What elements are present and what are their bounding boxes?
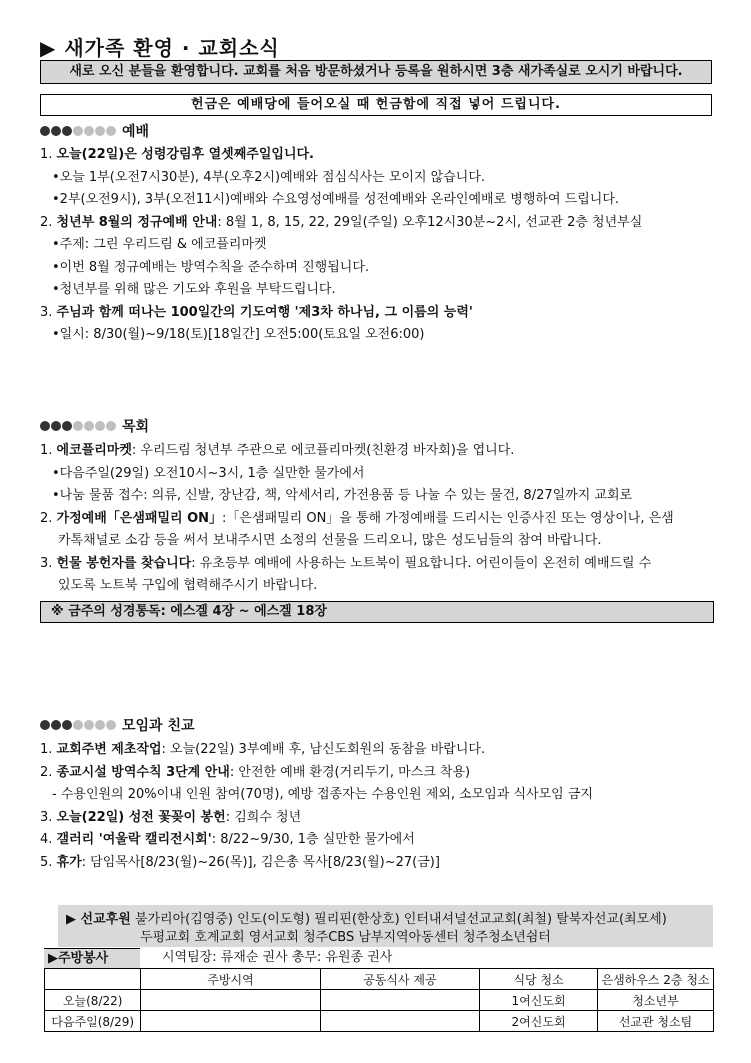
sub-item-text: •나눔 물품 접수: 의류, 신발, 장난감, 책, 악세서리, 가전용품 등 나눌 수 있는 물건, 8/27일까지 교회로 (52, 488, 633, 503)
bullet-dots-icon (40, 720, 116, 730)
item-number: 2. (40, 764, 57, 780)
mission-line-2: 두평교회 호계교회 영서교회 청주CBS 남부지역아동센터 청주청소년쉼터 (140, 930, 551, 945)
table-cell: 청소년부 (598, 990, 714, 1011)
kitchen-leaders: 시역팀장: 류재순 권사 총무: 유원종 권사 (162, 950, 393, 965)
list-item (40, 440, 720, 462)
table-cell (320, 990, 479, 1011)
list-item (40, 302, 720, 324)
item-number: 1. (40, 443, 57, 458)
welcome-notice: 새로 오신 분들을 환영합니다. 교회를 처음 방문하셨거나 등록을 원하시면 3층 새가족실로 오시기 바랍니다. (40, 60, 712, 84)
item-number: 3. (40, 809, 57, 825)
list-item (40, 144, 720, 166)
kitchen-service (44, 948, 714, 1032)
sub-item-text: •다음주일(29일) 오전10시~3시, 1층 실만한 물가에서 (52, 465, 365, 481)
kitchen-table (44, 968, 714, 1032)
item-text: :「은샘패밀리 ON」을 통해 가정예배를 드리시는 인증사진 또는 영상이나, 은샘 (222, 510, 674, 526)
item-continuation-text: 있도록 노트북 구입에 협력해주시기 바랍니다. (58, 578, 318, 593)
sub-item-text: - 수용인원의 20%이내 인원 참여(70명), 예방 접종자는 수용인원 제외, 소모임과 식사모임 금지 (52, 787, 593, 802)
item-title: 가정예배「은샘패밀리 ON」 (56, 510, 223, 526)
item-text: : 안전한 예배 환경(거리두기, 마스크 착용) (229, 764, 471, 780)
item-text: : 담임목사[8/23(월)~26(목)], 김은총 목사[8/23(월)~27(금)] (81, 854, 440, 870)
item-title: 오늘(22일)은 성령강림후 열셋째주일입니다. (56, 147, 314, 162)
list-item (40, 553, 720, 575)
sub-item (52, 189, 732, 211)
list-item (40, 762, 720, 784)
kitchen-column-header (45, 969, 141, 990)
sub-item (52, 485, 732, 507)
kitchen-column-header: 식당 청소 (480, 969, 598, 990)
item-title: 에코플리마켓 (56, 443, 132, 458)
table-cell: 다음주일(8/29) (45, 1011, 141, 1032)
item-continuation (58, 530, 738, 552)
bullet-dots-icon (40, 421, 116, 431)
kitchen-column-header: 주방시역 (141, 969, 320, 990)
list-item (40, 829, 720, 851)
table-cell: 선교관 청소팀 (598, 1011, 714, 1032)
item-text: : 8/22~9/30, 1층 실만한 물가에서 (211, 832, 415, 847)
mission-line-1: 불가리아(김영중) 인도(이도형) 필리핀(한상호) 인터내셔널선교교회(최철) 탈북자선교(최모세) (134, 912, 667, 927)
item-number: 2. (40, 510, 57, 526)
sub-item (52, 234, 732, 256)
item-number: 2. (40, 214, 57, 230)
table-cell: 2여신도회 (480, 1011, 598, 1032)
list-item (40, 807, 720, 829)
sub-item-text: •청년부를 위해 많은 기도와 후원을 부탁드립니다. (52, 282, 336, 297)
gatherings-heading: 모임과 친교 (40, 715, 195, 735)
table-cell: 오늘(8/22) (45, 990, 141, 1011)
item-number: 4. (40, 832, 57, 847)
item-title: 휴가 (56, 854, 82, 870)
item-text: : 김희수 청년 (225, 809, 302, 825)
sub-item-text: •일시: 8/30(월)~9/18(토)[18일간] 오전5:00(토요일 오전6:00) (52, 327, 425, 342)
list-item (40, 739, 720, 761)
table-row (45, 1011, 714, 1032)
list-item (40, 508, 720, 530)
item-number: 3. (40, 304, 57, 320)
table-cell (320, 1011, 479, 1032)
item-number: 5. (40, 854, 57, 870)
bullet-dots-icon (40, 126, 116, 136)
worship-heading: 예배 (40, 121, 149, 141)
kitchen-column-header: 은샘하우스 2층 청소 (598, 969, 714, 990)
sub-item (52, 324, 732, 346)
table-row (45, 990, 714, 1011)
item-number: 3. (40, 555, 57, 571)
mission-label: ▶ 선교후원 (66, 912, 131, 927)
bible-reading-notice: ※ 금주의 성경통독: 에스겔 4장 ~ 에스겔 18장 (40, 601, 714, 623)
list-item (40, 212, 720, 234)
item-title: 종교시설 방역수칙 3단계 안내 (56, 764, 230, 780)
item-title: 청년부 8월의 정규예배 안내 (56, 214, 218, 230)
item-number: 1. (40, 742, 57, 757)
sub-item (52, 257, 732, 279)
kitchen-table-body (45, 990, 714, 1032)
sub-item-text: •이번 8월 정규예배는 방역수칙을 준수하며 진행됩니다. (52, 259, 370, 275)
item-text: : 8월 1, 8, 15, 22, 29일(주일) 오후12시30분~2시, 선교관 2층 청년부실 (217, 214, 643, 230)
offering-notice: 헌금은 예배당에 들어오실 때 헌금함에 직접 넣어 드립니다. (40, 94, 712, 116)
item-text: : 우리드림 청년부 주관으로 에코플리마켓(친환경 바자회)을 엽니다. (131, 443, 515, 458)
kitchen-label: ▶주방봉사 (44, 948, 140, 968)
sub-item-text: •2부(오전9시), 3부(오전11시)예배와 수요영성예배를 성전예배와 온라인예배로 병행하여 드립니다. (52, 192, 620, 207)
item-continuation (58, 575, 738, 597)
item-continuation-text: 카톡채널로 소감 등을 써서 보내주시면 소정의 선물을 드리오니, 많은 성도님들의 참여 바랍니다. (58, 533, 602, 548)
item-title: 주님과 함께 떠나는 100일간의 기도여행 '제3차 하나님, 그 이름의 능력' (56, 304, 473, 320)
sub-item (52, 279, 732, 301)
item-number: 1. (40, 147, 57, 162)
table-cell: 1여신도회 (480, 990, 598, 1011)
item-title: 오늘(22일) 성전 꽃꽂이 봉헌 (56, 809, 226, 825)
item-title: 교회주변 제초작업 (56, 742, 162, 757)
table-cell (141, 990, 320, 1011)
sub-item (52, 167, 732, 189)
mission-support (58, 905, 713, 947)
kitchen-column-header: 공동식사 제공 (320, 969, 479, 990)
sub-item-text: •주제: 그린 우리드림 & 에코플리마켓 (52, 237, 267, 252)
list-item (40, 852, 720, 874)
sub-item (52, 784, 732, 806)
item-title: 헌물 봉헌자를 찾습니다 (56, 555, 192, 571)
page-title: ▶ 새가족 환영 · 교회소식 (40, 36, 280, 60)
sub-item (52, 463, 732, 485)
table-cell (141, 1011, 320, 1032)
kitchen-table-header (45, 969, 714, 990)
sub-item-text: •오늘 1부(오전7시30분), 4부(오후2시)예배와 점심식사는 모이지 않습니다. (52, 169, 486, 185)
item-text: : 유초등부 예배에 사용하는 노트북이 필요합니다. 어린이들이 온전히 예배드릴 수 (191, 555, 652, 571)
fellowship-heading: 목회 (40, 416, 149, 436)
item-text: : 오늘(22일) 3부예배 후, 남신도회원의 동참을 바랍니다. (161, 742, 486, 757)
item-title: 갤러리 '여울락 캘리전시회' (56, 832, 212, 847)
